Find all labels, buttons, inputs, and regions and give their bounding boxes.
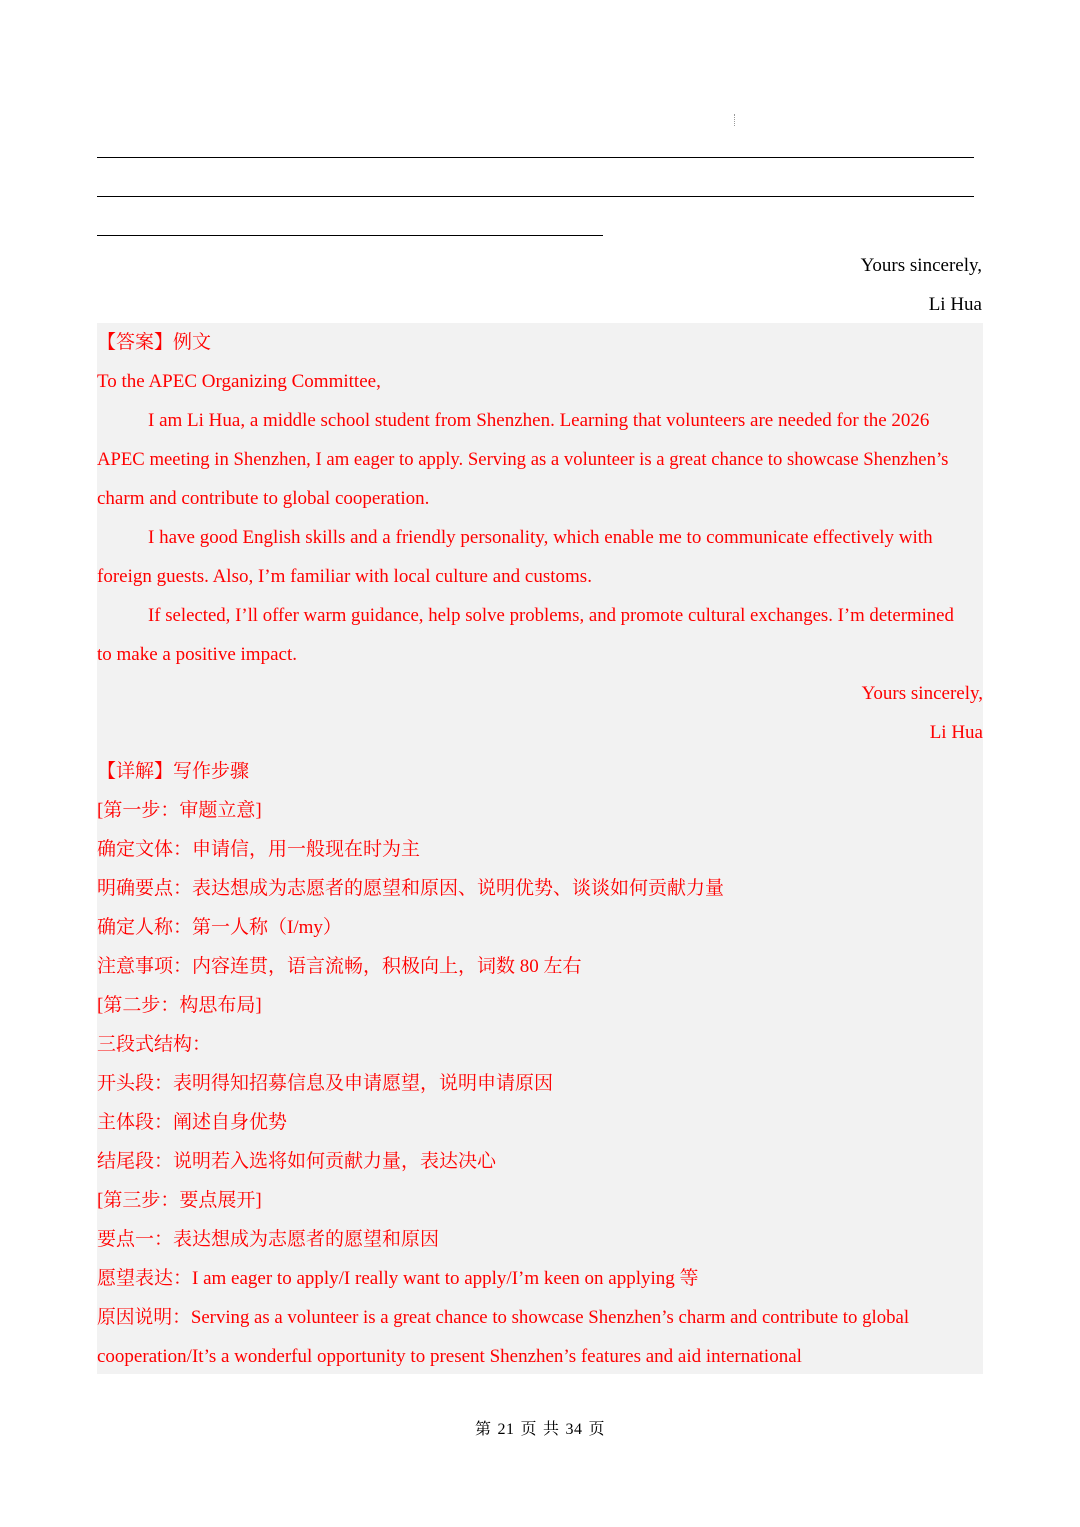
current-page-number: 21 xyxy=(497,1421,515,1438)
step-1-key-points: 明确要点：表达想成为志愿者的愿望和原因、说明优势、谈谈如何贡献力量 xyxy=(97,878,725,899)
step-1-notes: 注意事项：内容连贯，语言流畅，积极向上，词数 80 左右 xyxy=(97,956,582,977)
step-3-heading: [第三步：要点展开] xyxy=(97,1190,262,1211)
answer-blank-line-3 xyxy=(97,235,603,236)
letter-greeting: To the APEC Organizing Committee, xyxy=(97,371,381,392)
step-2-body: 主体段：阐述自身优势 xyxy=(97,1112,288,1133)
footer-prefix: 第 xyxy=(474,1421,492,1438)
footer-total-word: 共 xyxy=(543,1421,560,1438)
step-2-heading: [第二步：构思布局] xyxy=(97,995,262,1016)
footer-suffix: 页 xyxy=(588,1421,606,1438)
step-3-point-1: 要点一：表达想成为志愿者的愿望和原因 xyxy=(97,1229,440,1250)
step-1-heading: [第一步：审题立意] xyxy=(97,800,262,821)
paragraph-2-line-1: I have good English skills and a friendly personality, which enable me to communicate effectively with xyxy=(148,527,933,548)
step-2-structure: 三段式结构： xyxy=(97,1034,212,1055)
letter-closing: Yours sincerely, xyxy=(860,255,982,276)
paragraph-3-line-1: If selected, I’ll offer warm guidance, help solve problems, and promote cultural exchanges. I’m determined xyxy=(148,605,954,626)
page-footer xyxy=(0,1416,1080,1444)
letter-signature: Li Hua xyxy=(928,294,982,315)
step-3-reason-line-2: cooperation/It’s a wonderful opportunity to present Shenzhen’s features and aid international xyxy=(97,1346,802,1367)
step-3-reason-line-1: 原因说明：Serving as a volunteer is a great chance to showcase Shenzhen’s charm and contribute to global xyxy=(97,1307,910,1328)
paragraph-1-line-2: APEC meeting in Shenzhen, I am eager to apply. Serving as a volunteer is a great chance to showcase Shenzhen’s xyxy=(97,449,949,470)
step-2-ending: 结尾段：说明若入选将如何贡献力量，表达决心 xyxy=(97,1151,497,1172)
answer-heading: 【答案】例文 xyxy=(97,332,212,353)
explanation-heading: 【详解】写作步骤 xyxy=(97,761,250,782)
paragraph-1-line-3: charm and contribute to global cooperation. xyxy=(97,488,430,509)
paragraph-1-line-1: I am Li Hua, a middle school student from Shenzhen. Learning that volunteers are needed for the 2026 xyxy=(148,410,930,431)
answer-blank-line-1 xyxy=(97,157,974,158)
answer-blank-line-2 xyxy=(97,196,974,197)
paragraph-2-line-2: foreign guests. Also, I’m familiar with local culture and customs. xyxy=(97,566,592,587)
paragraph-3-line-2: to make a positive impact. xyxy=(97,644,297,665)
total-pages-number: 34 xyxy=(565,1421,583,1438)
sample-closing: Yours sincerely, xyxy=(861,683,983,704)
sample-signature: Li Hua xyxy=(929,722,983,743)
step-2-opening: 开头段：表明得知招募信息及申请愿望，说明申请原因 xyxy=(97,1073,554,1094)
step-3-wish-expression: 愿望表达：I am eager to apply/I really want to apply/I’m keen on applying 等 xyxy=(97,1268,699,1289)
dotted-mark xyxy=(734,114,736,126)
footer-page-word: 页 xyxy=(520,1421,537,1438)
step-1-genre: 确定文体：申请信，用一般现在时为主 xyxy=(97,839,421,860)
step-1-person: 确定人称：第一人称（I/my） xyxy=(97,917,342,938)
answer-section xyxy=(97,323,983,1374)
